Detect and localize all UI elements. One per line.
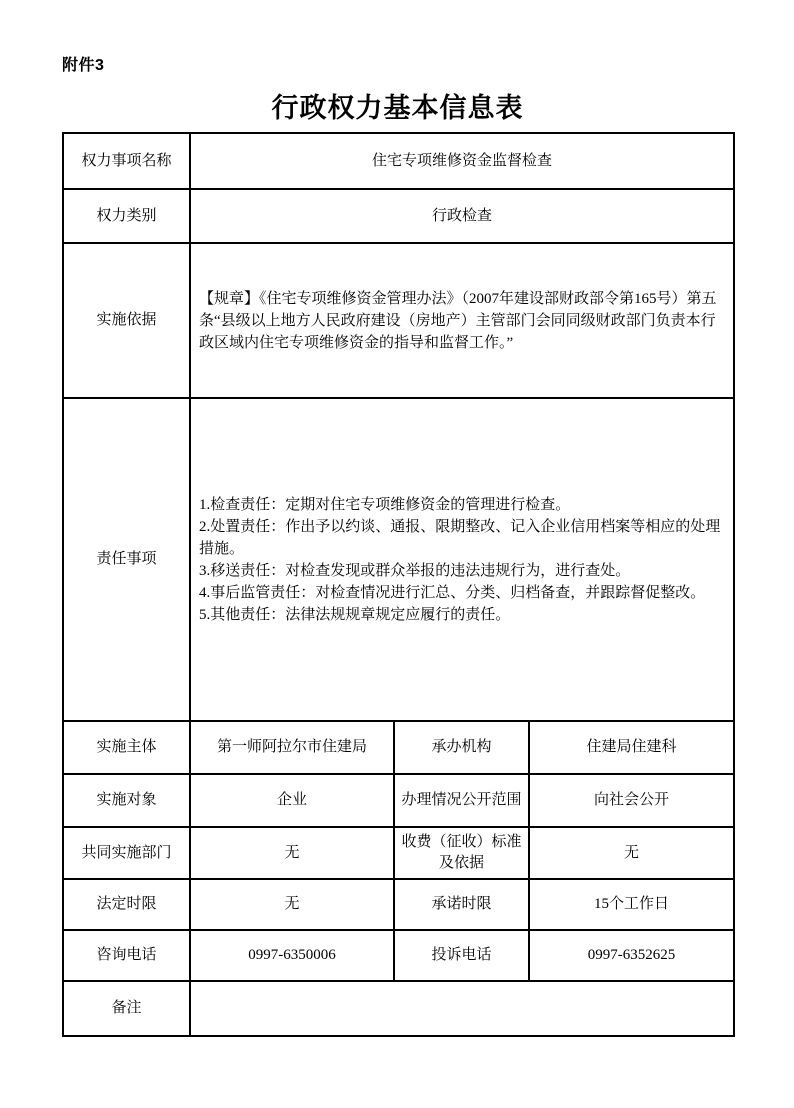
row-category-label: 权力类别 (63, 189, 190, 243)
row-phones-value: 0997-6350006 (190, 930, 394, 981)
row-remarks-value (190, 981, 734, 1036)
row-joint-dept-label: 共同实施部门 (63, 827, 190, 879)
row-time-limit (63, 879, 734, 930)
row-implementer-label2: 承办机构 (394, 721, 529, 774)
row-remarks (63, 981, 734, 1036)
row-phones-value2: 0997-6352625 (529, 930, 734, 981)
row-legal-basis (63, 243, 734, 398)
page-title: 行政权力基本信息表 (271, 93, 524, 123)
duty-item: 2.处置责任：作出予以约谈、通报、限期整改、记入企业信用档案等相应的处理措施。 (199, 518, 721, 557)
row-time-limit-value: 无 (190, 879, 394, 930)
row-category (63, 189, 734, 243)
attachment-label: 附件3 (62, 57, 105, 74)
row-phones-label: 咨询电话 (63, 930, 190, 981)
duty-item: 5.其他责任：法律法规规章规定应履行的责任。 (199, 606, 511, 623)
row-implementer (63, 721, 734, 774)
row-item-name-label: 权力事项名称 (63, 133, 190, 189)
row-item-name-value: 住宅专项维修资金监督检查 (190, 133, 734, 189)
row-target-value: 企业 (190, 774, 394, 827)
row-legal-basis-value: 【规章】《住宅专项维修资金管理办法》（2007年建设部财政部令第165号）第五条“县级以上地方人民政府建设（房地产）主管部门会同同级财政部门负责本行政区域内住宅专项维修资金的指导和监督工作。” (190, 243, 734, 398)
row-joint-dept-value2: 无 (529, 827, 734, 879)
row-item-name (63, 133, 734, 189)
row-target-label: 实施对象 (63, 774, 190, 827)
row-duties-value (190, 398, 734, 721)
row-joint-dept-label2: 收费（征收）标准及依据 (394, 827, 529, 879)
row-time-limit-label2: 承诺时限 (394, 879, 529, 930)
row-joint-dept (63, 827, 734, 879)
row-joint-dept-value: 无 (190, 827, 394, 879)
duty-item: 3.移送责任：对检查发现或群众举报的违法违规行为，进行查处。 (199, 562, 631, 579)
duty-item: 4.事后监管责任：对检查情况进行汇总、分类、归档备查，并跟踪督促整改。 (199, 584, 706, 601)
row-target (63, 774, 734, 827)
row-remarks-label: 备注 (63, 981, 190, 1036)
row-implementer-label: 实施主体 (63, 721, 190, 774)
row-implementer-value2: 住建局住建科 (529, 721, 734, 774)
row-duties (63, 398, 734, 721)
row-duties-label: 责任事项 (63, 398, 190, 721)
row-target-value2: 向社会公开 (529, 774, 734, 827)
duty-item: 1.检查责任：定期对住宅专项维修资金的管理进行检查。 (199, 496, 571, 513)
info-table (62, 132, 735, 1037)
row-implementer-value: 第一师阿拉尔市住建局 (190, 721, 394, 774)
row-time-limit-value2: 15个工作日 (529, 879, 734, 930)
row-target-label2: 办理情况公开范围 (394, 774, 529, 827)
row-phones-label2: 投诉电话 (394, 930, 529, 981)
row-time-limit-label: 法定时限 (63, 879, 190, 930)
row-legal-basis-label: 实施依据 (63, 243, 190, 398)
row-category-value: 行政检查 (190, 189, 734, 243)
row-phones (63, 930, 734, 981)
